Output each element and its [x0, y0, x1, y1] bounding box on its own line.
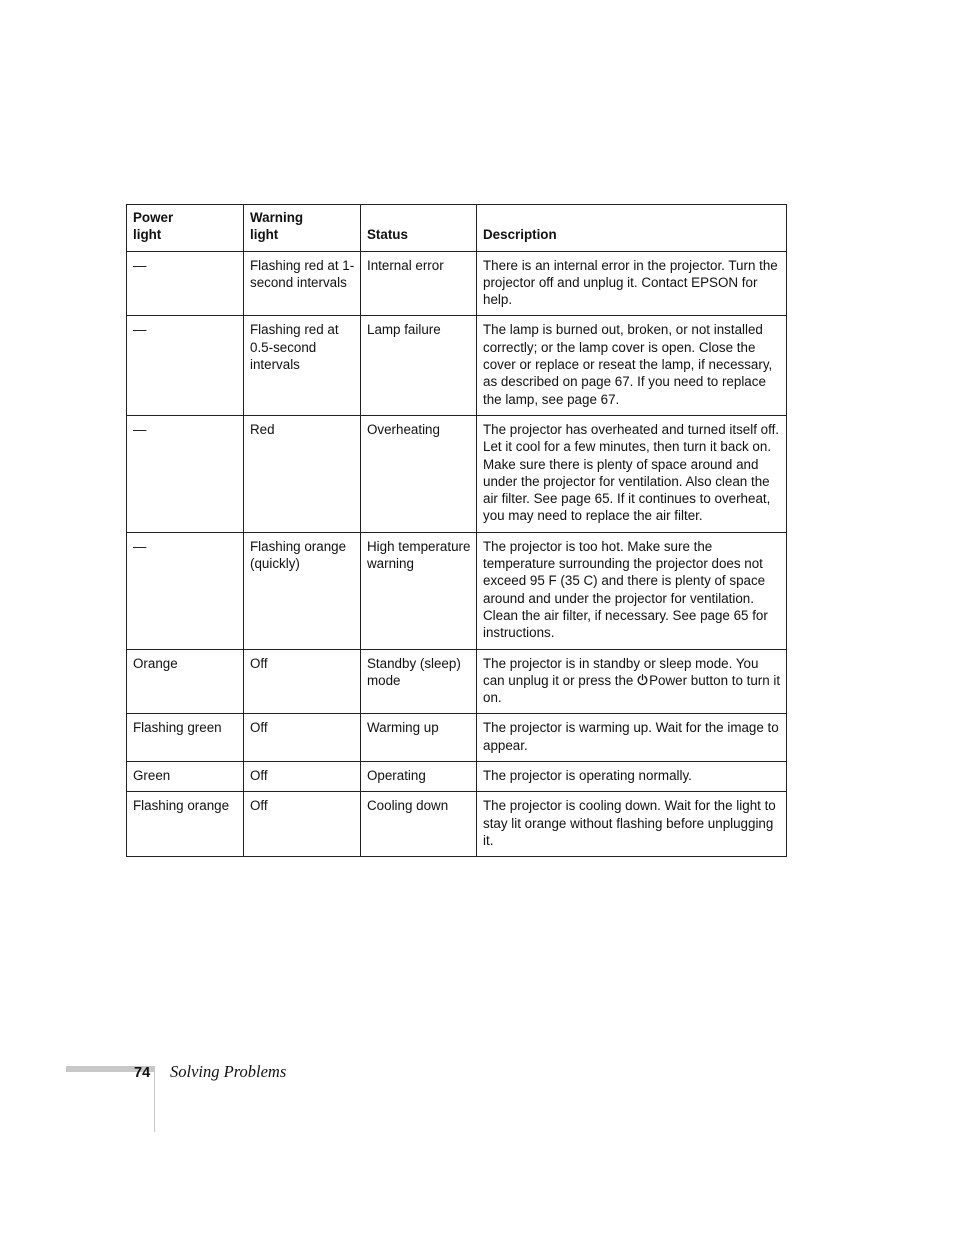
power-icon [637, 674, 648, 686]
table-row [127, 762, 787, 792]
cell-power-light: — [127, 532, 244, 649]
description-text-after: button to turn it on. [483, 672, 781, 706]
cell-warning-light: Off [244, 649, 361, 714]
header-warning-light: Warning light [244, 205, 361, 252]
header-description: Description [477, 205, 787, 252]
cell-power-light: Flashing green [127, 714, 244, 762]
page-number: 74 [134, 1065, 151, 1081]
table-row [127, 415, 787, 532]
table-row [127, 316, 787, 415]
cell-description: The projector has overheated and turned itself off. Let it cool for a few minutes, then turn it back on. Make sure there is plenty of space around and under the projector for ventilation. Also clean the air filter. See page 65. If it continues to overheat, you may need to replace the air filter. [477, 415, 787, 532]
cell-status: Warming up [361, 714, 477, 762]
cell-description: The projector is cooling down. Wait for the light to stay lit orange without flashing before unplugging it. [477, 792, 787, 857]
cell-description: The lamp is burned out, broken, or not installed correctly; or the lamp cover is open. Close the cover or replace or reseat the lamp, if necessary, as described on page 67. If you need to replace the lamp, see page 67. [477, 316, 787, 415]
cell-warning-light: Off [244, 792, 361, 857]
cell-warning-light: Flashing red at 0.5-second intervals [244, 316, 361, 415]
cell-power-light: Green [127, 762, 244, 792]
cell-status: Cooling down [361, 792, 477, 857]
table-row [127, 532, 787, 649]
cell-description: There is an internal error in the projector. Turn the projector off and unplug it. Contact EPSON for help. [477, 251, 787, 316]
cell-warning-light: Flashing red at 1-second intervals [244, 251, 361, 316]
cell-status: Standby (sleep) mode [361, 649, 477, 714]
cell-power-light: — [127, 316, 244, 415]
table-body [127, 251, 787, 857]
cell-description [477, 649, 787, 714]
footer-divider [154, 1066, 155, 1132]
header-power-light: Power light [127, 205, 244, 252]
cell-status: Operating [361, 762, 477, 792]
cell-warning-light: Red [244, 415, 361, 532]
cell-description: The projector is too hot. Make sure the temperature surrounding the projector does not exceed 95 F (35 C) and there is plenty of space around and under the projector for ventilation. Clean the air filter, if necessary. See page 65 for instructions. [477, 532, 787, 649]
cell-status: Overheating [361, 415, 477, 532]
cell-warning-light: Off [244, 762, 361, 792]
power-button-label: Power [649, 672, 688, 688]
cell-status: Internal error [361, 251, 477, 316]
table-header [127, 205, 787, 252]
cell-description: The projector is warming up. Wait for the image to appear. [477, 714, 787, 762]
table-row [127, 649, 787, 714]
table-row [127, 792, 787, 857]
cell-power-light: Flashing orange [127, 792, 244, 857]
cell-power-light: — [127, 415, 244, 532]
cell-status: High temperature warning [361, 532, 477, 649]
header-status: Status [361, 205, 477, 252]
section-title: Solving Problems [170, 1062, 287, 1081]
table-row [127, 714, 787, 762]
description-text-before: The projector is in standby or sleep mode. You can unplug it or press the [483, 655, 759, 688]
cell-warning-light: Flashing orange (quickly) [244, 532, 361, 649]
table-row [127, 251, 787, 316]
header-row [127, 205, 787, 252]
cell-power-light: — [127, 251, 244, 316]
cell-status: Lamp failure [361, 316, 477, 415]
status-table [126, 204, 787, 857]
cell-description: The projector is operating normally. [477, 762, 787, 792]
cell-power-light: Orange [127, 649, 244, 714]
cell-warning-light: Off [244, 714, 361, 762]
